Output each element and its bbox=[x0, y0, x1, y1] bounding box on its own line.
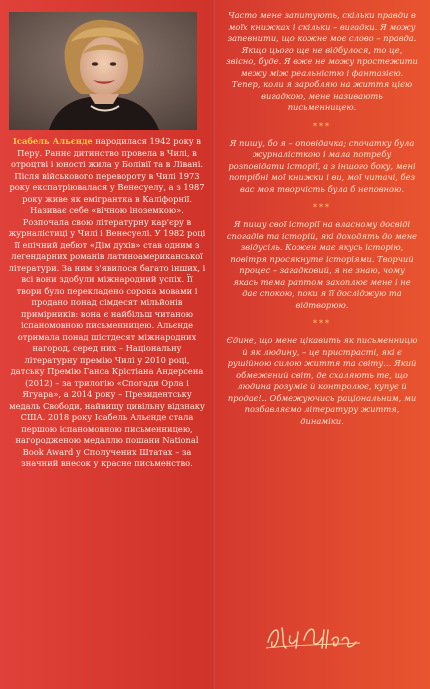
author-quotes bbox=[226, 10, 418, 427]
author-signature bbox=[262, 618, 380, 654]
fold-line bbox=[212, 0, 215, 689]
quote-paragraph: Я пишу свої історії на власному досвіді спогадів та історій, які доходять до мене звідусіль. Кожен має якусь історію, повітря просякнуте історіями. Творчий процес – загадковий, я не знаю, чому якась тема раптом захоплює мене і не дає спокою, поки я її досліджую та відтворюю. bbox=[226, 219, 418, 310]
author-portrait-image bbox=[9, 12, 197, 130]
quote-paragraph: Я пишу, бо я – оповідачка; спочатку була журналісткою і мала потребу розповідати історії, а з іншого боку, мені потрібні мої книжки і ви, мої читачі, без вас моя творчість була б неповною. bbox=[228, 137, 416, 194]
quote-paragraph: Часто мене запитують, скільки правди в моїх книжках і скільки – вигадки. Я можу запевнити, що кожне моє слово – правда. Якщо цього ще не відбулося, то це, звісно, буде. Я вже не можу простежити межу між реальністю і фантазією. Тепер, коли я заробляю на життя цією вигадкою, мене називають письменницею. bbox=[226, 10, 418, 112]
separator-stars: *** bbox=[313, 203, 331, 212]
separator-stars: *** bbox=[313, 319, 331, 328]
separator-stars: *** bbox=[313, 121, 331, 131]
author-bio bbox=[8, 136, 206, 470]
author-photo bbox=[9, 12, 197, 130]
quote-paragraph: Єдине, що мене цікавить як письменницю й як людину, – це пристрасті, які є рушійною силою життя та світу… Який обмежений світ, де схаляють те, що людина розуміє й контролює, купує й продає!.. Обмежуючись раціональним, ми позбавляємо літературу життя, динаміки. bbox=[226, 335, 418, 426]
author-name: Ісабель Альєнде bbox=[13, 136, 93, 146]
author-bio-text: народилася 1942 року в Перу. Раннє дитинство провела в Чилі, в отроцтві і юності жила у Болівії та в Лівані. Після військового перевороту в Чилі 1973 року експатріювалася у Венесуелу, а з 1987 року живе як емігрантка в Каліфорнії. Називає себе «вічною іноземкою». Розпочала свою літературну кар'єру в журналістиці у Чилі і Венесуелі. У 1982 році її епічний дебют «Дім духів» став одним з легендарних романів латиноамериканської літератури. За ним з'явилося багато інших, і всі вони здобули міжнародний успіх. Її твори було перекладено сорока мовами і продано понад сімдесят мільйонів примірників: вона є найбільш читаною іспаномовною письменницею. Альєнде отримала понад шістдесят міжнародних нагород, серед них – Національну літературну премію Чилі у 2010 році, датську Премію Ганса Крістіана Андерсена (2012) – за трилогію «Спогади Орла і Ягуара», а 2014 року – Президентську медаль Свободи, найвищу цивільну відзнаку США. 2018 року Ісабель Альєнде стала першою іспаномовною письменницею, нагородженою медаллю пошани National Book Award у Сполучених Штатах – за значний внесок у красне письменство. bbox=[8, 136, 206, 468]
